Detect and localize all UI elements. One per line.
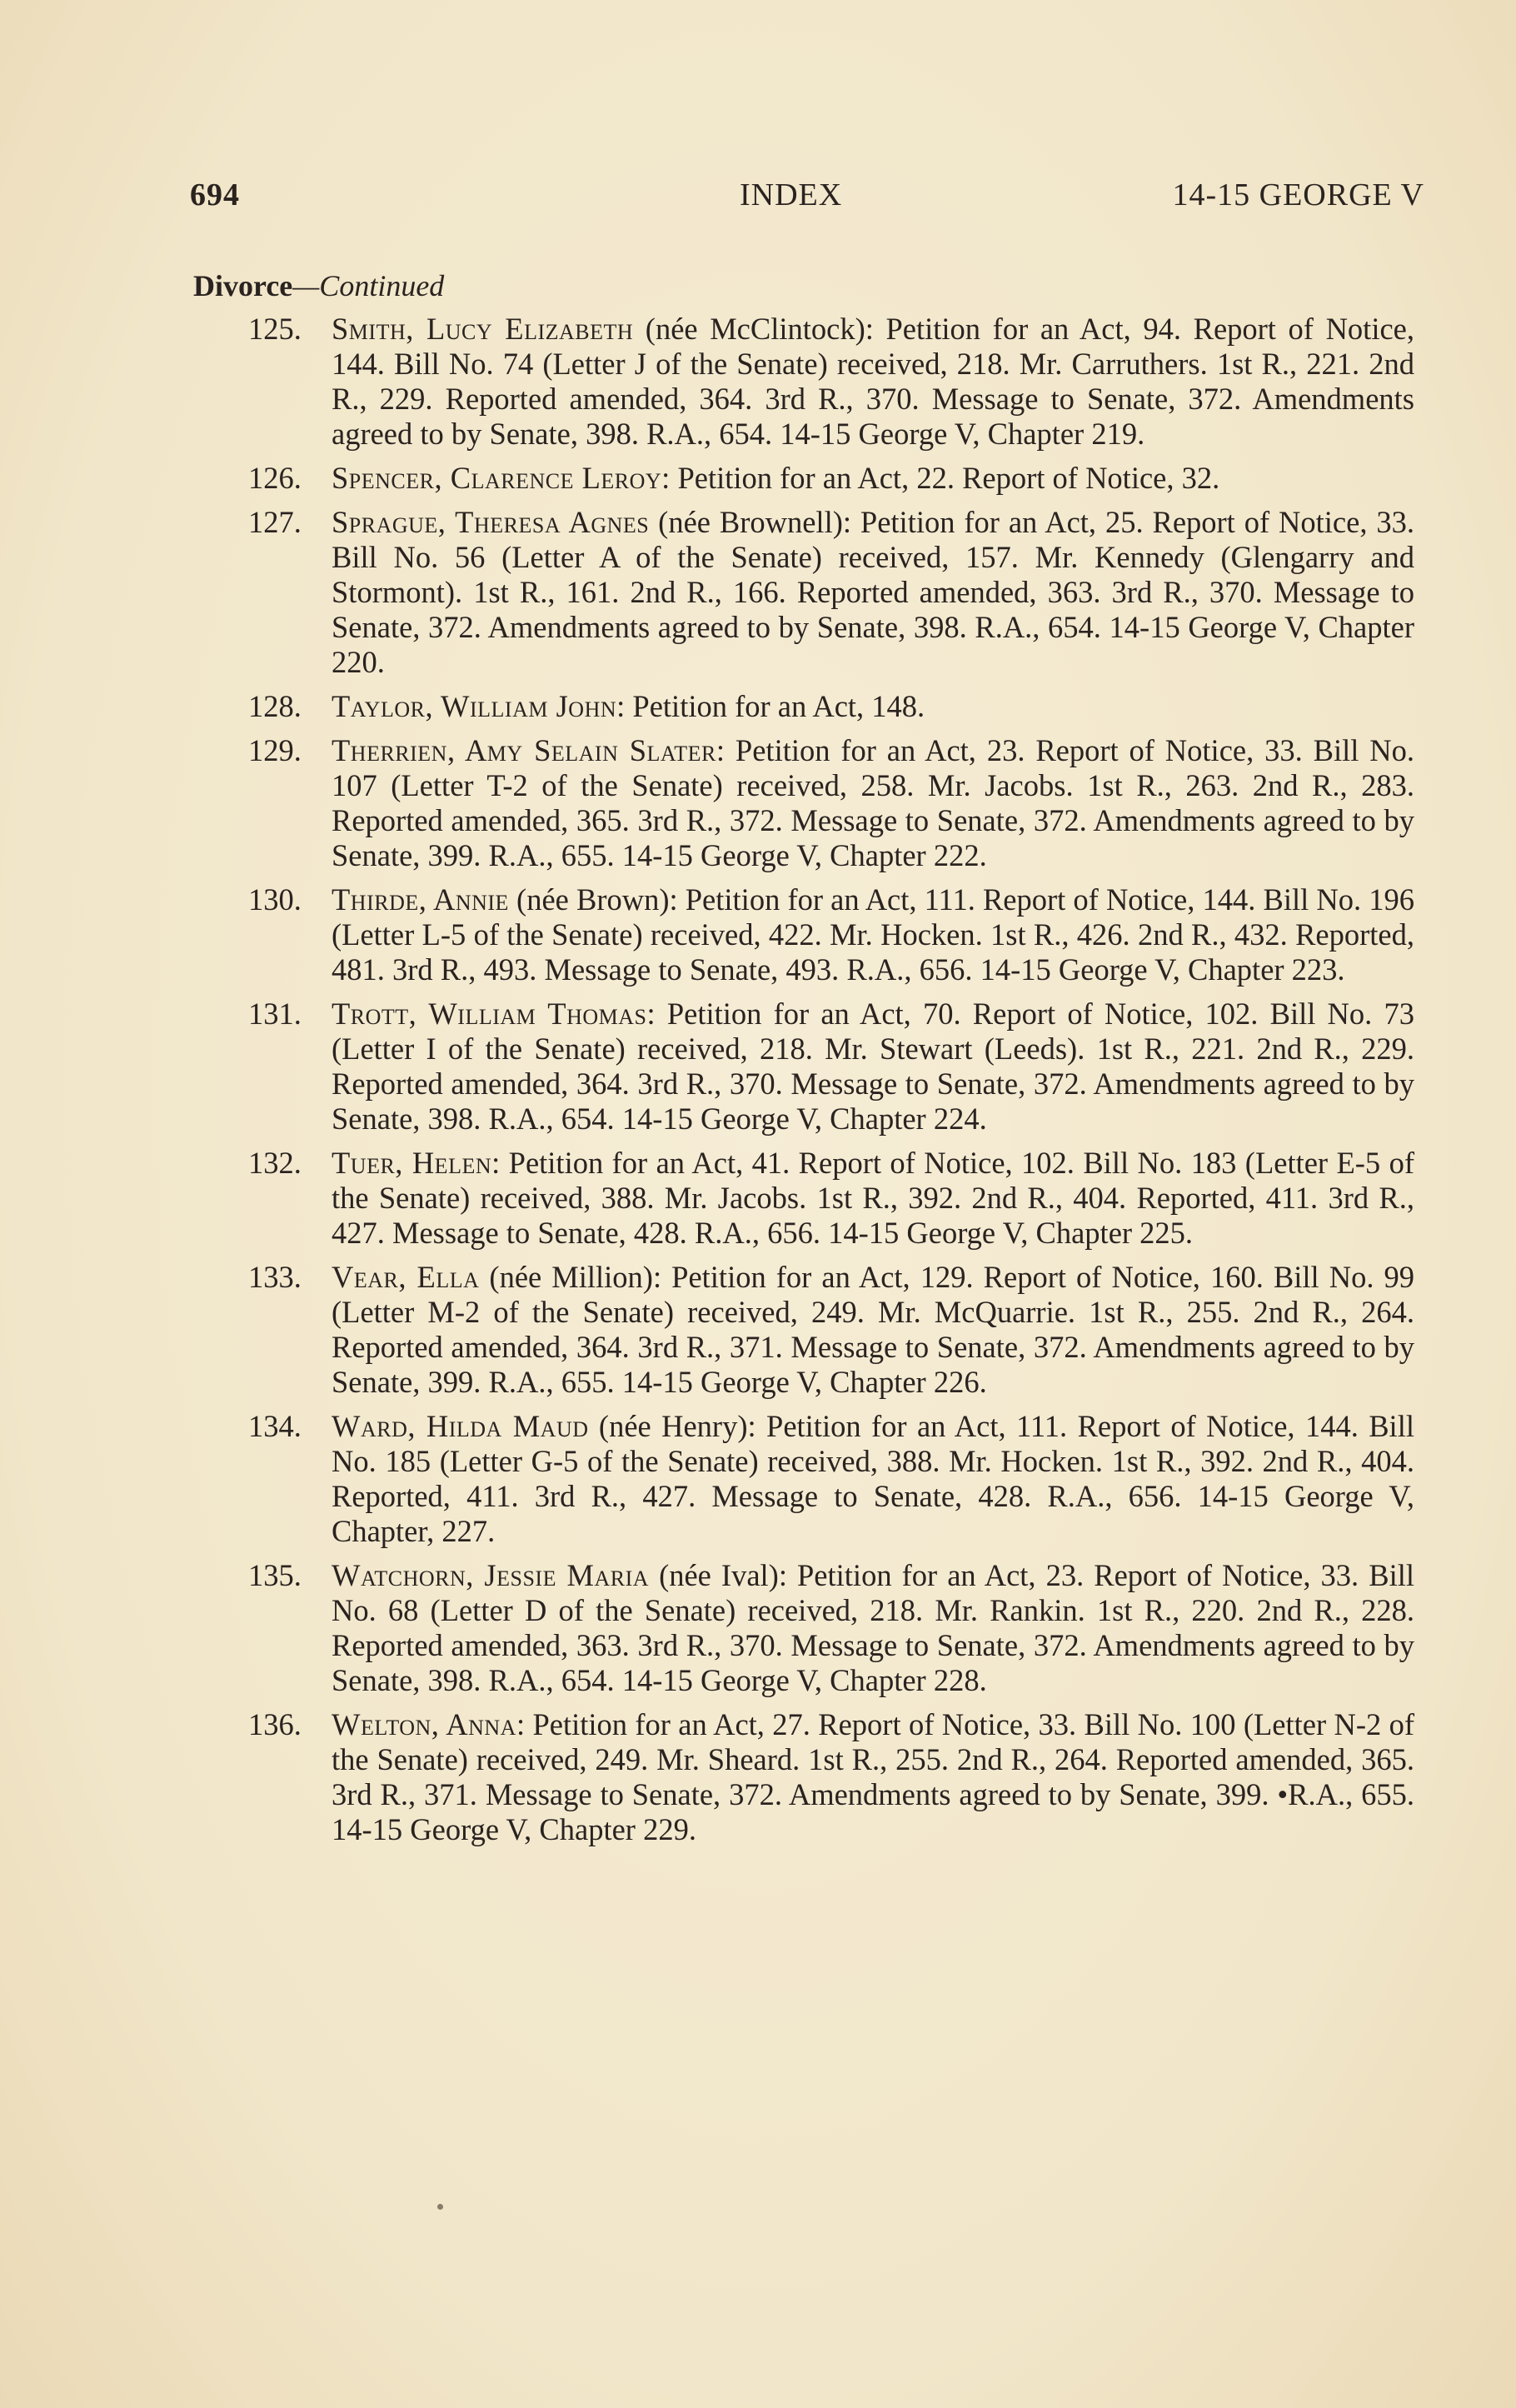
stray-mark [437, 2204, 443, 2210]
index-entry [248, 505, 1414, 680]
page-number: 694 [190, 177, 240, 212]
entry-text: (née Ival): Petition for an Act, 23. Report of Notice, 33. Bill No. 68 (Letter D of the Senate) received, 218. Mr. Rankin. 1st R., 220. 2nd R., 228. Reported amended, 363. 3rd R., 370. Message to Senate, 372. Amendments agreed to by Senate, 398. R.A., 654. 14-15 George V, Chapter 228. [332, 1558, 1414, 1697]
entry-text: (née Million): Petition for an Act, 129. Report of Notice, 160. Bill No. 99 (Letter M-2 of the Senate) received, 249. Mr. McQuarrie. 1st R., 255. 2nd R., 264. Reported amended, 364. 3rd R., 371. Message to Senate, 372. Amendments agreed to by Senate, 399. R.A., 655. 14-15 George V, Chapter 226. [332, 1260, 1414, 1399]
index-entries [248, 312, 1414, 1856]
entry-number: 125. [248, 312, 302, 346]
index-entry [248, 461, 1414, 496]
entry-text: (née McClintock): Petition for an Act, 94. Report of Notice, 144. Bill No. 74 (Letter J of the Senate) received, 218. Mr. Carruthers. 1st R., 221. 2nd R., 229. Reported amended, 364. 3rd R., 370. Message to Senate, 372. Amendments agreed to by Senate, 398. R.A., 654. 14-15 George V, Chapter 219. [332, 312, 1414, 451]
entry-number: 128. [248, 689, 302, 723]
entry-number: 134. [248, 1409, 302, 1443]
index-entry [248, 1558, 1414, 1698]
entry-name: Sprague, Theresa Agnes [332, 505, 650, 539]
entry-name: Therrien, Amy Selain Slater [332, 733, 716, 767]
entry-name: Trott, William Thomas [332, 997, 647, 1031]
entry-name: Spencer, Clarence Leroy [332, 461, 662, 495]
section-continued-label: —Continued [292, 269, 445, 302]
entry-name: Taylor, William John [332, 689, 617, 723]
entry-text: : Petition for an Act, 23. Report of Notice, 33. Bill No. 107 (Letter T-2 of the Senate) received, 258. Mr. Jacobs. 1st R., 263. 2nd R., 283. Reported amended, 365. 3rd R., 372. Message to Senate, 372. Amendments agreed to by Senate, 399. R.A., 655. 14-15 George V, Chapter 222. [332, 733, 1414, 872]
index-entry [248, 1409, 1414, 1549]
index-entry [248, 733, 1414, 873]
entry-number: 129. [248, 733, 302, 767]
section-heading-label: Divorce [193, 269, 293, 302]
entry-number: 126. [248, 461, 302, 495]
entry-name: Watchorn, Jessie Maria [332, 1558, 650, 1592]
page-header [190, 177, 1424, 218]
entry-text: : Petition for an Act, 27. Report of Notice, 33. Bill No. 100 (Letter N-2 of the Senate) received, 249. Mr. Sheard. 1st R., 255. 2nd R., 264. Reported amended, 365. 3rd R., 371. Message to Senate, 372. Amendments agreed to by Senate, 399. •R.A., 655. 14-15 George V, Chapter 229. [332, 1707, 1414, 1846]
running-head: 14-15 GEORGE V [1172, 177, 1424, 212]
entry-number: 133. [248, 1260, 302, 1294]
entry-name: Welton, Anna [332, 1707, 516, 1741]
entry-number: 135. [248, 1558, 302, 1592]
index-entry [248, 312, 1414, 452]
entry-text: : Petition for an Act, 148. [616, 689, 925, 723]
entry-text: (née Henry): Petition for an Act, 111. Report of Notice, 144. Bill No. 185 (Letter G-5 of the Senate) received, 388. Mr. Hocken. 1st R., 392. 2nd R., 404. Reported, 411. 3rd R., 427. Message to Senate, 428. R.A., 656. 14-15 George V, Chapter, 227. [332, 1409, 1414, 1548]
entry-text: (née Brownell): Petition for an Act, 25. Report of Notice, 33. Bill No. 56 (Letter A of the Senate) received, 157. Mr. Kennedy (Glengarry and Stormont). 1st R., 161. 2nd R., 166. Reported amended, 363. 3rd R., 370. Message to Senate, 372. Amendments agreed to by Senate, 398. R.A., 654. 14-15 George V, Chapter 220. [332, 505, 1414, 679]
entry-number: 132. [248, 1146, 302, 1180]
index-entry [248, 997, 1414, 1137]
entry-number: 131. [248, 997, 302, 1031]
entry-name: Tuer, Helen [332, 1146, 492, 1180]
entry-number: 130. [248, 882, 302, 917]
entry-name: Vear, Ella [332, 1260, 480, 1294]
index-entry [248, 1707, 1414, 1847]
index-entry [248, 689, 1414, 724]
entry-text: : Petition for an Act, 22. Report of Notice, 32. [661, 461, 1220, 495]
entry-text: : Petition for an Act, 41. Report of Notice, 102. Bill No. 183 (Letter E-5 of the Senate) received, 388. Mr. Jacobs. 1st R., 392. 2nd R., 404. Reported, 411. 3rd R., 427. Message to Senate, 428. R.A., 656. 14-15 George V, Chapter 225. [332, 1146, 1414, 1250]
entry-text: (née Brown): Petition for an Act, 111. Report of Notice, 144. Bill No. 196 (Letter L-5 of the Senate) received, 422. Mr. Hocken. 1st R., 426. 2nd R., 432. Reported, 481. 3rd R., 493. Message to Senate, 493. R.A., 656. 14-15 George V, Chapter 223. [332, 882, 1414, 987]
index-entry [248, 882, 1414, 987]
entry-name: Ward, Hilda Maud [332, 1409, 589, 1443]
entry-number: 127. [248, 505, 302, 539]
index-entry [248, 1260, 1414, 1400]
index-entry [248, 1146, 1414, 1251]
page-title: INDEX [740, 177, 843, 212]
section-heading [193, 268, 444, 303]
entry-number: 136. [248, 1707, 302, 1741]
entry-text: : Petition for an Act, 70. Report of Notice, 102. Bill No. 73 (Letter I of the Senate) received, 218. Mr. Stewart (Leeds). 1st R., 221. 2nd R., 229. Reported amended, 364. 3rd R., 370. Message to Senate, 372. Amendments agreed to by Senate, 398. R.A., 654. 14-15 George V, Chapter 224. [332, 997, 1414, 1136]
entry-name: Thirde, Annie [332, 882, 509, 917]
entry-name: Smith, Lucy Elizabeth [332, 312, 634, 346]
